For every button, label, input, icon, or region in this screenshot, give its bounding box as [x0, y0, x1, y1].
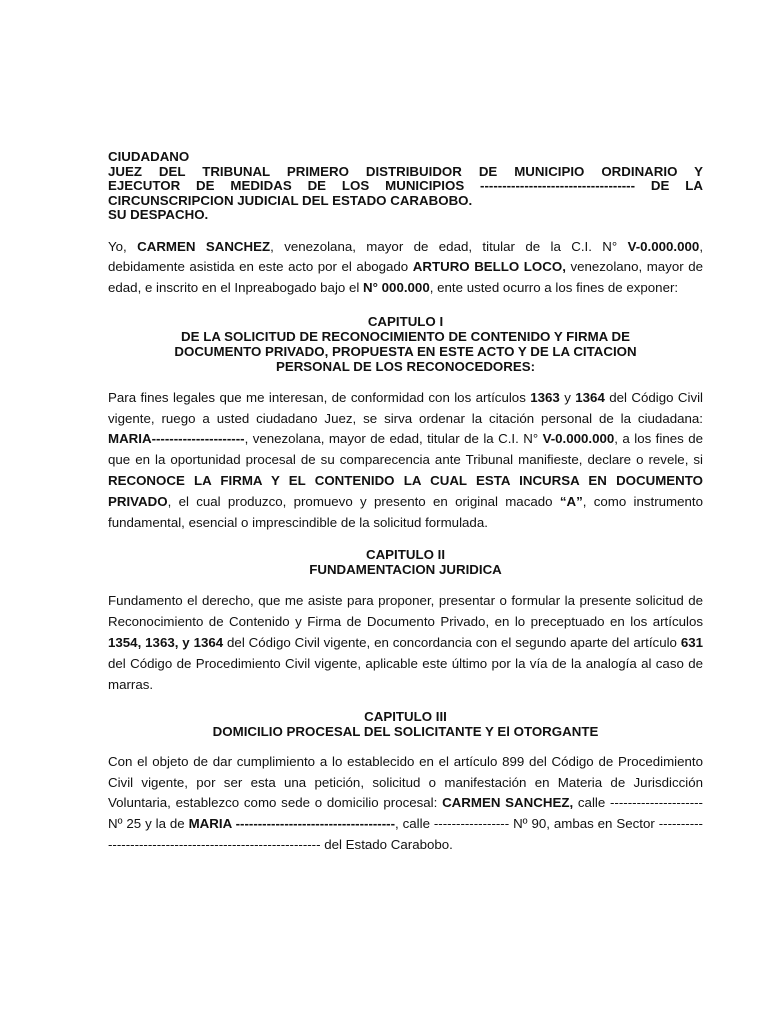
intro-text: venezolano, mayor de edad, e inscrito en el Inpreabogado bajo el — [108, 259, 703, 296]
chapter-2-text: Fundamento el derecho, que me asiste para proponer, presentar o formular la presente solicitud de Reconocimiento de Contenido y Firma de Documento Privado, en lo preceptuado en los artículos — [108, 593, 703, 630]
article-number: 1363 — [530, 389, 560, 405]
recognition-clause: RECONOCE LA FIRMA Y EL CONTENIDO LA CUAL ESTA INCURSA EN DOCUMENTO PRIVADO — [108, 473, 703, 509]
chapter-2-text: del Código Civil vigente, en concordancia con el segundo aparte del artículo — [223, 635, 681, 651]
chapter-2-text: del Código de Procedimiento Civil vigente, aplicable este último por la vía de la analogía al caso de marras. — [108, 655, 703, 692]
chapter-1-text: , a los fines de que en la oportunidad procesal de su comparecencia ante Tribunal manifieste, declare o revele, si — [108, 431, 703, 468]
chapter-1-paragraph — [108, 388, 703, 534]
chapter-3-text: calle --------------------- Nº 25 y la de — [108, 795, 703, 832]
header-line-3: EJECUTOR DE MEDIDAS DE LOS MUNICIPIOS ----------------------------------- DE LA — [108, 178, 703, 193]
intro-text: , venezolana, mayor de edad, titular de la C.I. N° — [270, 238, 628, 254]
article-number: 1364 — [575, 389, 605, 405]
chapter-1-subtitle-line-1: DE LA SOLICITUD DE RECONOCIMIENTO DE CONTENIDO Y FIRMA DE — [181, 328, 630, 344]
header-line-1: CIUDADANO — [108, 149, 190, 164]
chapter-2-subtitle: FUNDAMENTACION JURIDICA — [309, 562, 502, 578]
header-line-2: JUEZ DEL TRIBUNAL PRIMERO DISTRIBUIDOR DE MUNICIPIO ORDINARIO Y — [108, 163, 703, 179]
counterparty-name: MARIA--------------------- — [108, 431, 245, 447]
chapter-1-heading — [108, 314, 703, 374]
chapter-2-heading — [108, 547, 703, 577]
intro-text: , debidamente asistida en este acto por el abogado — [108, 238, 704, 275]
chapter-3-title: CAPITULO III — [364, 708, 447, 724]
intro-text: Yo, — [108, 238, 138, 254]
counterparty-id: V-0.000.000 — [542, 431, 615, 447]
chapter-3-heading — [108, 709, 703, 739]
article-numbers: 1354, 1363, y 1364 — [108, 635, 224, 651]
chapter-1-text: , el cual produzco, promuevo y presento en original macado — [167, 493, 560, 509]
applicant-id: V-0.000.000 — [627, 238, 700, 254]
chapter-1-text: , como instrumento fundamental, esencial o imprescindible de la solicitud formulada. — [108, 493, 703, 530]
chapter-1-subtitle-line-3: PERSONAL DE LOS RECONOCEDORES: — [275, 358, 536, 374]
addressee-header — [108, 150, 703, 223]
document-page — [108, 150, 703, 869]
inpreabogado-number: N° 000.000 — [363, 280, 430, 296]
chapter-3-text: , calle ----------------- Nº 90, ambas en Sector ---------------------------------------------------------- del Estado Carabobo. — [108, 816, 703, 852]
chapter-3-subtitle: DOMICILIO PROCESAL DEL SOLICITANTE Y El OTORGANTE — [212, 723, 599, 739]
applicant-name: CARMEN SANCHEZ, — [442, 795, 574, 811]
chapter-2-title: CAPITULO II — [365, 547, 446, 563]
chapter-3-paragraph — [108, 752, 703, 856]
chapter-1-text: y — [559, 389, 576, 405]
article-number: 631 — [680, 635, 704, 651]
applicant-name: CARMEN SANCHEZ — [137, 238, 271, 254]
exhibit-mark: “A” — [559, 493, 583, 509]
chapter-1-subtitle-line-2: DOCUMENTO PRIVADO, PROPUESTA EN ESTE ACTO Y DE LA CITACION — [174, 343, 637, 359]
chapter-3-text: Con el objeto de dar cumplimiento a lo establecido en el artículo 899 del Código de Procedimiento Civil vigente, por ser esta una petición, solicitud o manifestación en Materia de Jurisdicción Voluntaria, establezco como sede o domicilio procesal: — [108, 753, 703, 811]
chapter-1-text: Para fines legales que me interesan, de conformidad con los artículos — [108, 389, 531, 405]
chapter-1-text: , venezolana, mayor de edad, titular de la C.I. N° — [244, 431, 543, 447]
counterparty-name: MARIA ------------------------------------ — [188, 816, 396, 832]
chapter-1-text: del Código Civil vigente, ruego a usted ciudadano Juez, se sirva ordenar la citación personal de la ciudadana: — [108, 389, 704, 426]
chapter-2-paragraph — [108, 591, 703, 695]
lawyer-name: ARTURO BELLO LOCO, — [412, 259, 566, 275]
header-line-5: SU DESPACHO. — [108, 207, 209, 222]
intro-text: , ente usted ocurro a los fines de exponer: — [429, 280, 679, 296]
header-line-4: CIRCUNSCRIPCION JUDICIAL DEL ESTADO CARABOBO. — [108, 192, 473, 208]
intro-paragraph — [108, 237, 703, 299]
chapter-1-title: CAPITULO I — [367, 313, 444, 329]
